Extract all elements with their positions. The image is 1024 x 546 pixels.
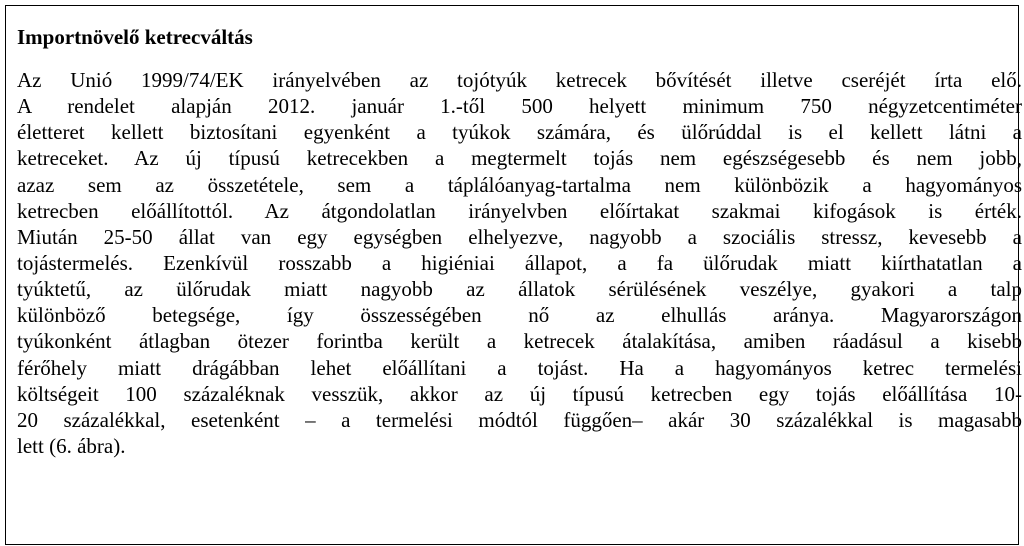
paragraph-line-2: A rendelet alapján 2012. január 1.-től 500 helyett minimum 750 négyzetcentiméter [17, 94, 1022, 119]
paragraph-line-11: tyúkonként átlagban ötezer forintba került a ketrecek átalakítása, amiben ráadásul a kisebb [17, 329, 1022, 354]
paragraph-line-15: lett (6. ábra). [17, 433, 126, 458]
paragraph-line-10: különböző betegsége, így összességében nő az elhullás aránya. Magyarországon [17, 303, 1022, 328]
paragraph-line-6: ketrecben előállítottól. Az átgondolatlan irányelvben előírtakat szakmai kifogások is érték. [17, 198, 1022, 223]
paragraph-line-13: költségeit 100 százaléknak vesszük, akkor az új típusú ketrecben egy tojás előállítása 10- [17, 381, 1022, 406]
section-title: Importnövelő ketrecváltás [17, 25, 253, 49]
paragraph-line-8: tojástermelés. Ezenkívül rosszabb a higiéniai állapot, a fa ülőrudak miatt kiírthatatlan a [17, 250, 1022, 275]
paragraph-line-14: 20 százalékkal, esetenként – a termelési módtól függően– akár 30 százalékkal is magasabb [17, 407, 1022, 432]
paragraph-line-5: azaz sem az összetétele, sem a táplálóanyag-tartalma nem különbözik a hagyományos [17, 172, 1022, 197]
paragraph-line-3: életteret kellett biztosítani egyenként a tyúkok számára, és ülőrúddal is el kellett látni a [17, 120, 1022, 145]
paragraph-line-1: Az Unió 1999/74/EK irányelvében az tojótyúk ketrecek bővítését illetve cseréjét írta elő. [17, 68, 1022, 92]
paragraph-line-12: férőhely miatt drágábban lehet előállítani a tojást. Ha a hagyományos ketrec termelési [17, 355, 1022, 380]
body-paragraph [17, 67, 1022, 459]
paragraph-line-7: Miután 25-50 állat van egy egységben elhelyezve, nagyobb a szociális stressz, kevesebb a [17, 224, 1022, 249]
paragraph-line-9: tyúktetű, az ülőrudak miatt nagyobb az állatok sérülésének veszélye, gyakori a talp [17, 277, 1022, 302]
paragraph-line-4: ketreceket. Az új típusú ketrecekben a megtermelt tojás nem egészségesebb és nem jobb, [17, 146, 1022, 171]
